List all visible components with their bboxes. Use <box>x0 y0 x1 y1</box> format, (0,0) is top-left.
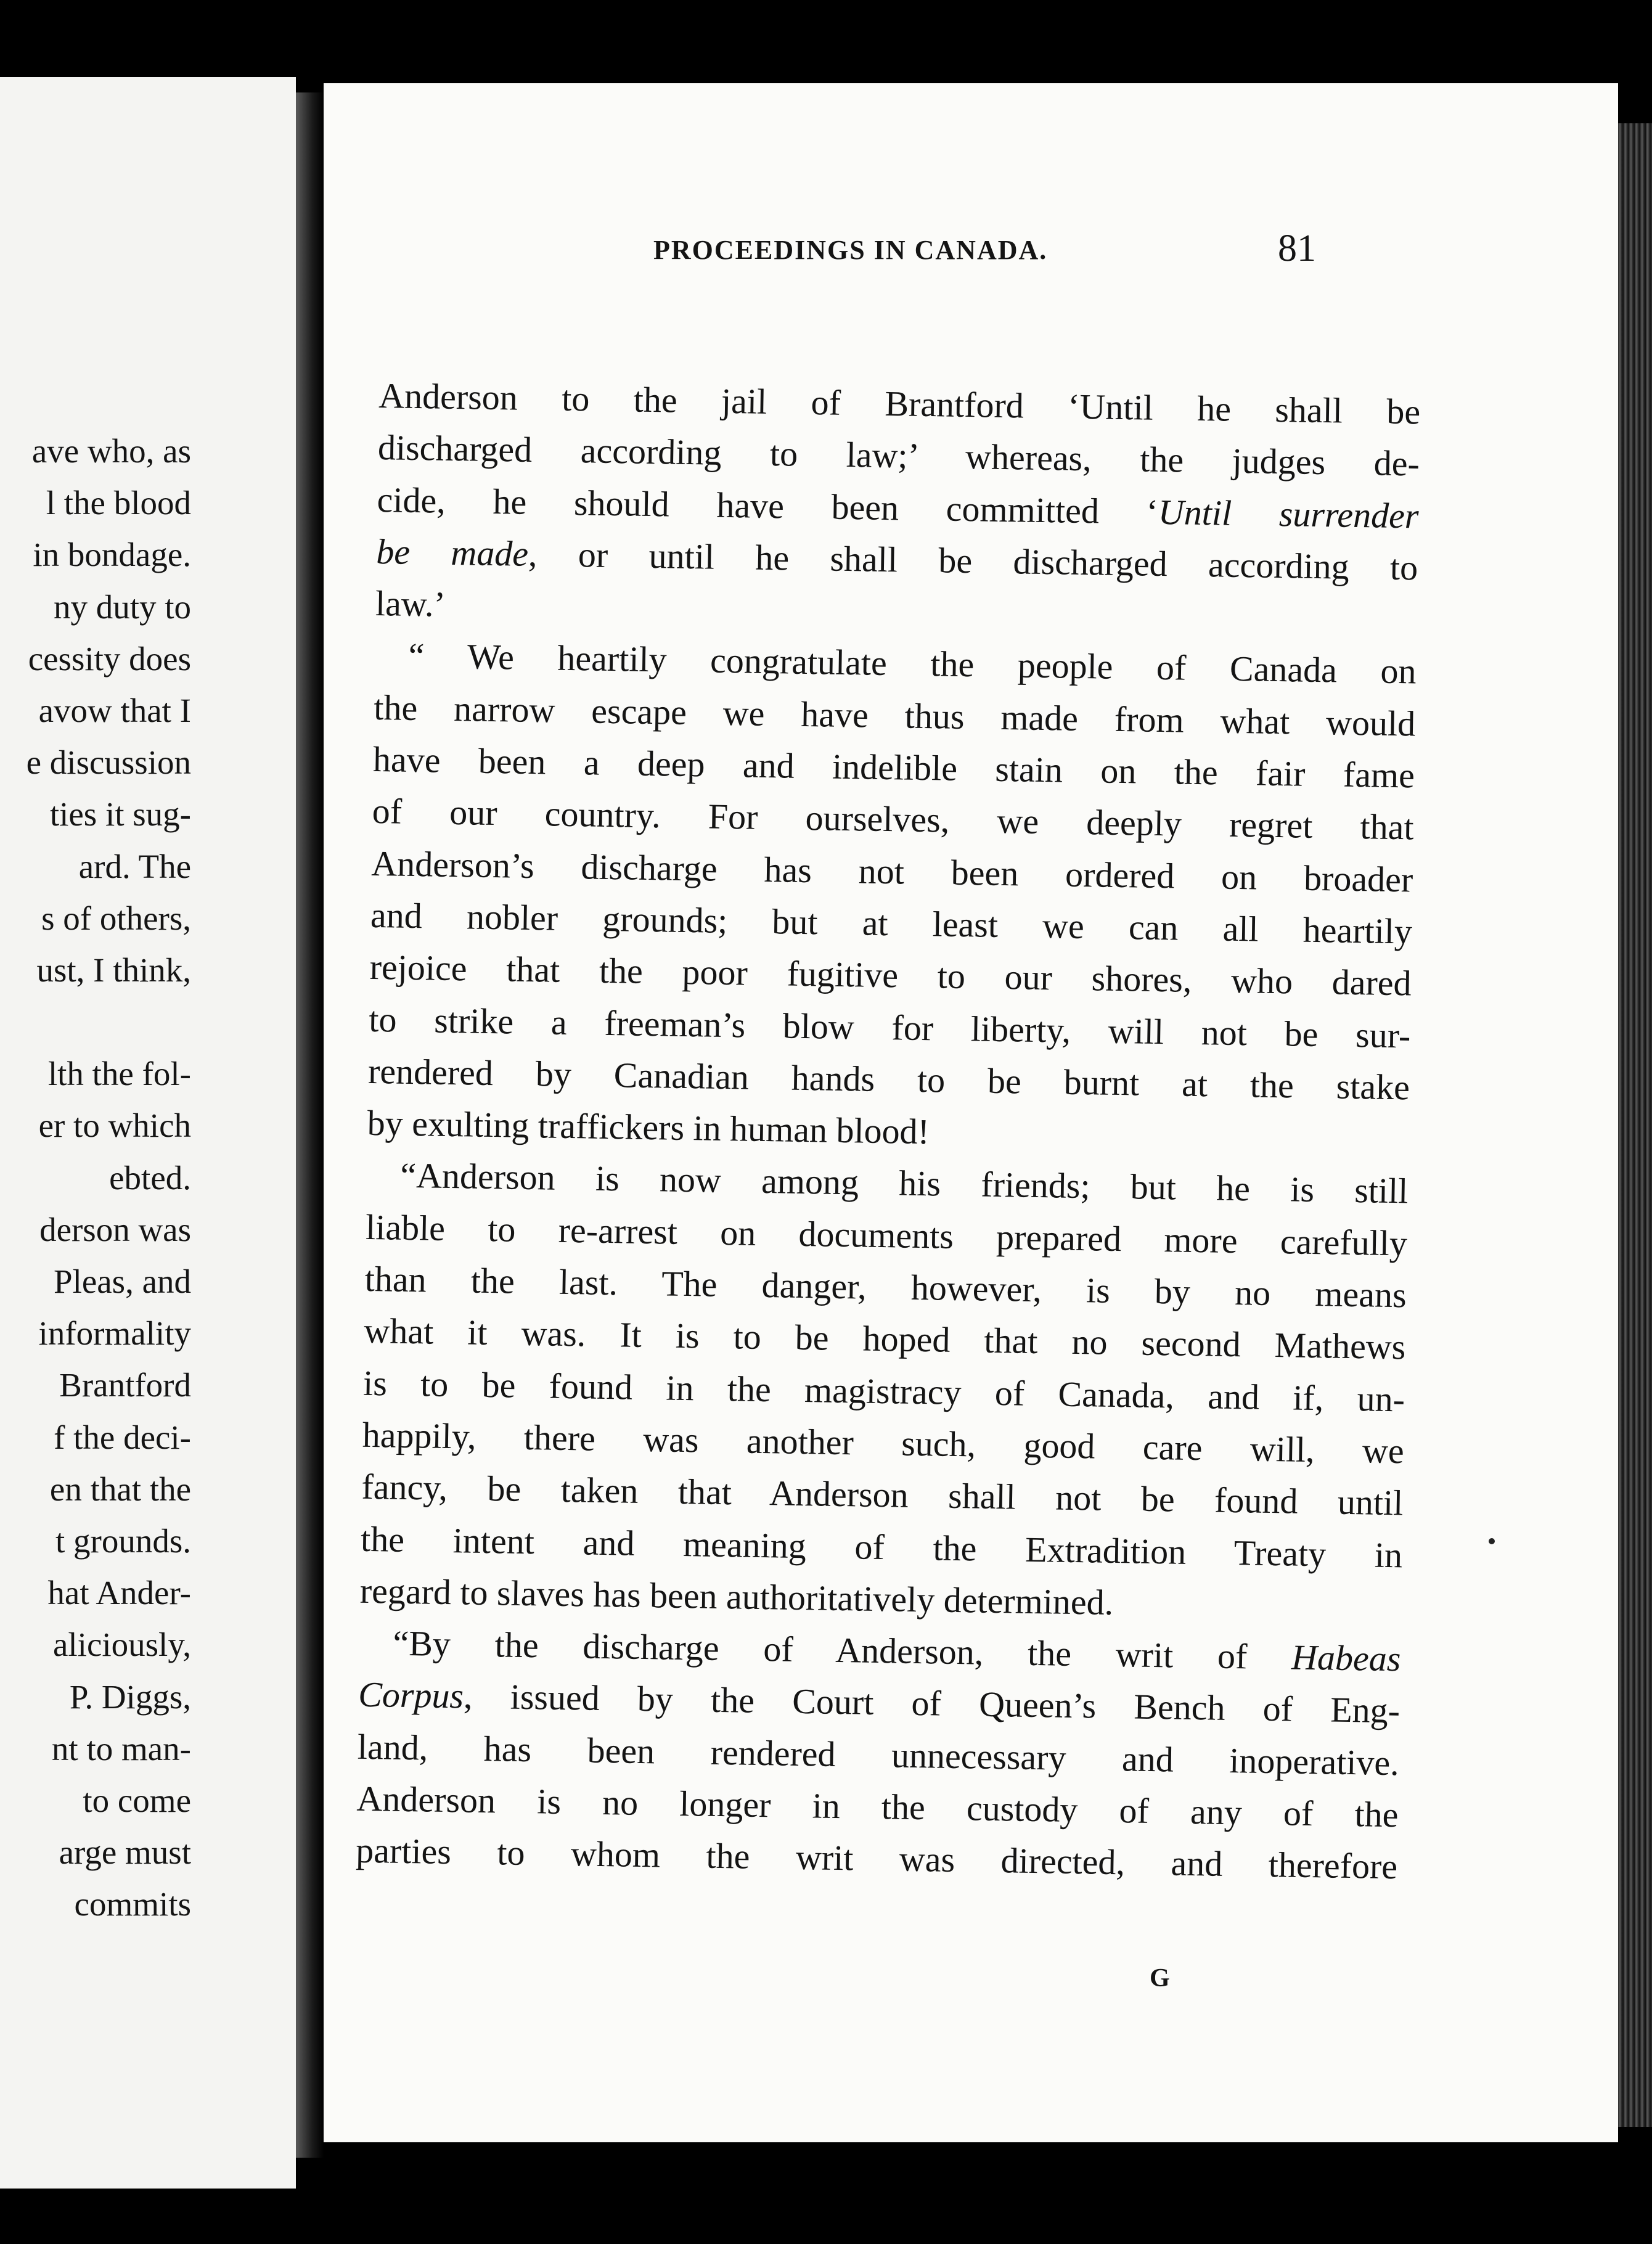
text-run: land, has been rendered unnecessary and inoperative. <box>357 1726 1400 1783</box>
left-page-line: lth the fol- <box>47 1055 191 1093</box>
left-page-line: en that the <box>49 1470 191 1508</box>
left-page-line: er to which <box>38 1107 191 1145</box>
signature-mark: G <box>1150 1964 1170 1992</box>
left-page-line: ave who, as <box>31 432 191 470</box>
text-run: “By the discharge of Anderson, the writ of <box>393 1623 1292 1677</box>
left-page-line: P. Diggs, <box>69 1677 191 1716</box>
left-page-line: f the deci- <box>54 1418 191 1456</box>
left-page-line: in bondage. <box>33 536 191 574</box>
left-page-line: avow that I <box>38 691 191 729</box>
text-run: parties to whom the writ was directed, and therefore <box>355 1830 1398 1887</box>
text-run: is to be found in the magistracy of Canada, and if, un- <box>362 1362 1405 1419</box>
text-run: liable to re-arrest on documents prepared more carefully <box>365 1206 1408 1264</box>
left-page-line: Brantford <box>59 1366 191 1404</box>
text-run: “ We heartily congratulate the people of Canada on <box>408 636 1417 692</box>
text-run: fancy, be taken that Anderson shall not be found until <box>361 1467 1404 1523</box>
book-gutter <box>296 92 324 2158</box>
text-run: , or until he shall be discharged according to <box>528 533 1418 588</box>
running-head <box>324 222 1316 277</box>
text-run: happily, there was another such, good care will, we <box>362 1414 1405 1472</box>
italic-run: Corpus <box>358 1674 464 1716</box>
text-run: Anderson to the jail of Brantford ‘Until he shall be <box>378 375 1421 432</box>
left-page-line: e discussion <box>26 743 191 782</box>
text-run: Anderson is no longer in the custody of any of the <box>356 1778 1399 1835</box>
text-run: and nobler grounds; but at least we can all heartily <box>370 895 1413 952</box>
text-run: the narrow escape we have thus made from what would <box>373 687 1416 744</box>
page-speck <box>1489 1538 1495 1544</box>
left-page-line: s of others, <box>41 899 191 937</box>
text-run: by exulting traffickers in human blood! <box>367 1103 930 1152</box>
text-run: than the last. The danger, however, is by no means <box>364 1258 1407 1316</box>
left-page-text-fragments <box>0 425 191 1930</box>
left-page-line: hat Ander- <box>47 1574 191 1612</box>
left-page-line: l the blood <box>46 484 191 522</box>
left-page-line <box>0 996 191 1048</box>
italic-run: Habeas <box>1291 1637 1401 1679</box>
text-run: discharged according to law;’ whereas, the judges de- <box>377 427 1420 484</box>
left-page-line: Pleas, and <box>53 1263 191 1300</box>
text-run: have been a deep and indelible stain on the fair fame <box>372 739 1415 796</box>
text-run: to strike a freeman’s blow for liberty, will not be sur- <box>368 999 1411 1055</box>
text-run: of our country. For ourselves, we deeply regret that <box>372 791 1415 848</box>
left-page-line: derson was <box>39 1210 191 1248</box>
text-run: cide, he should have been committed ‘ <box>377 479 1159 532</box>
body-text <box>356 370 1421 1893</box>
left-page-line: nt to man- <box>51 1729 191 1767</box>
left-page-line: ny duty to <box>53 588 191 626</box>
text-run: , issued by the Court of Queen’s Bench of Eng- <box>463 1676 1401 1731</box>
text-run: law.’ <box>375 583 446 624</box>
left-page-line: ust, I think, <box>36 951 191 989</box>
text-run: “Anderson is now among his friends; but he is still <box>399 1155 1409 1211</box>
running-title: PROCEEDINGS IN CANADA. <box>653 235 1048 265</box>
right-page <box>324 83 1618 2142</box>
text-run: rendered by Canadian hands to be burnt at the stake <box>367 1050 1410 1108</box>
left-page-line: t grounds. <box>55 1521 191 1560</box>
italic-run: be made <box>375 531 529 574</box>
left-page-line: to come <box>83 1781 191 1819</box>
text-run: what it was. It is to be hoped that no second Mathews <box>364 1311 1406 1367</box>
left-page-line: informality <box>38 1314 191 1353</box>
left-facing-page <box>0 77 296 2189</box>
italic-run: Until surrender <box>1158 491 1420 536</box>
text-run: regard to slaves has been authoritatively determined. <box>359 1570 1114 1623</box>
text-run: Anderson’s discharge has not been ordered on broader <box>370 843 1413 900</box>
left-page-line: arge must <box>59 1833 191 1872</box>
page-stack-edge <box>1618 123 1652 2127</box>
text-run: the intent and meaning of the Extradition Treaty in <box>360 1518 1403 1575</box>
left-page-line: ard. The <box>78 847 191 885</box>
left-page-line: aliciously, <box>52 1626 191 1664</box>
left-page-line: ebted. <box>109 1158 191 1197</box>
left-page-line: commits <box>74 1885 191 1923</box>
text-run: rejoice that the poor fugitive to our shores, who dared <box>369 947 1412 1004</box>
left-page-line: cessity does <box>28 639 191 678</box>
left-page-line: ties it sug- <box>49 795 191 833</box>
page-number: 81 <box>1278 227 1316 269</box>
